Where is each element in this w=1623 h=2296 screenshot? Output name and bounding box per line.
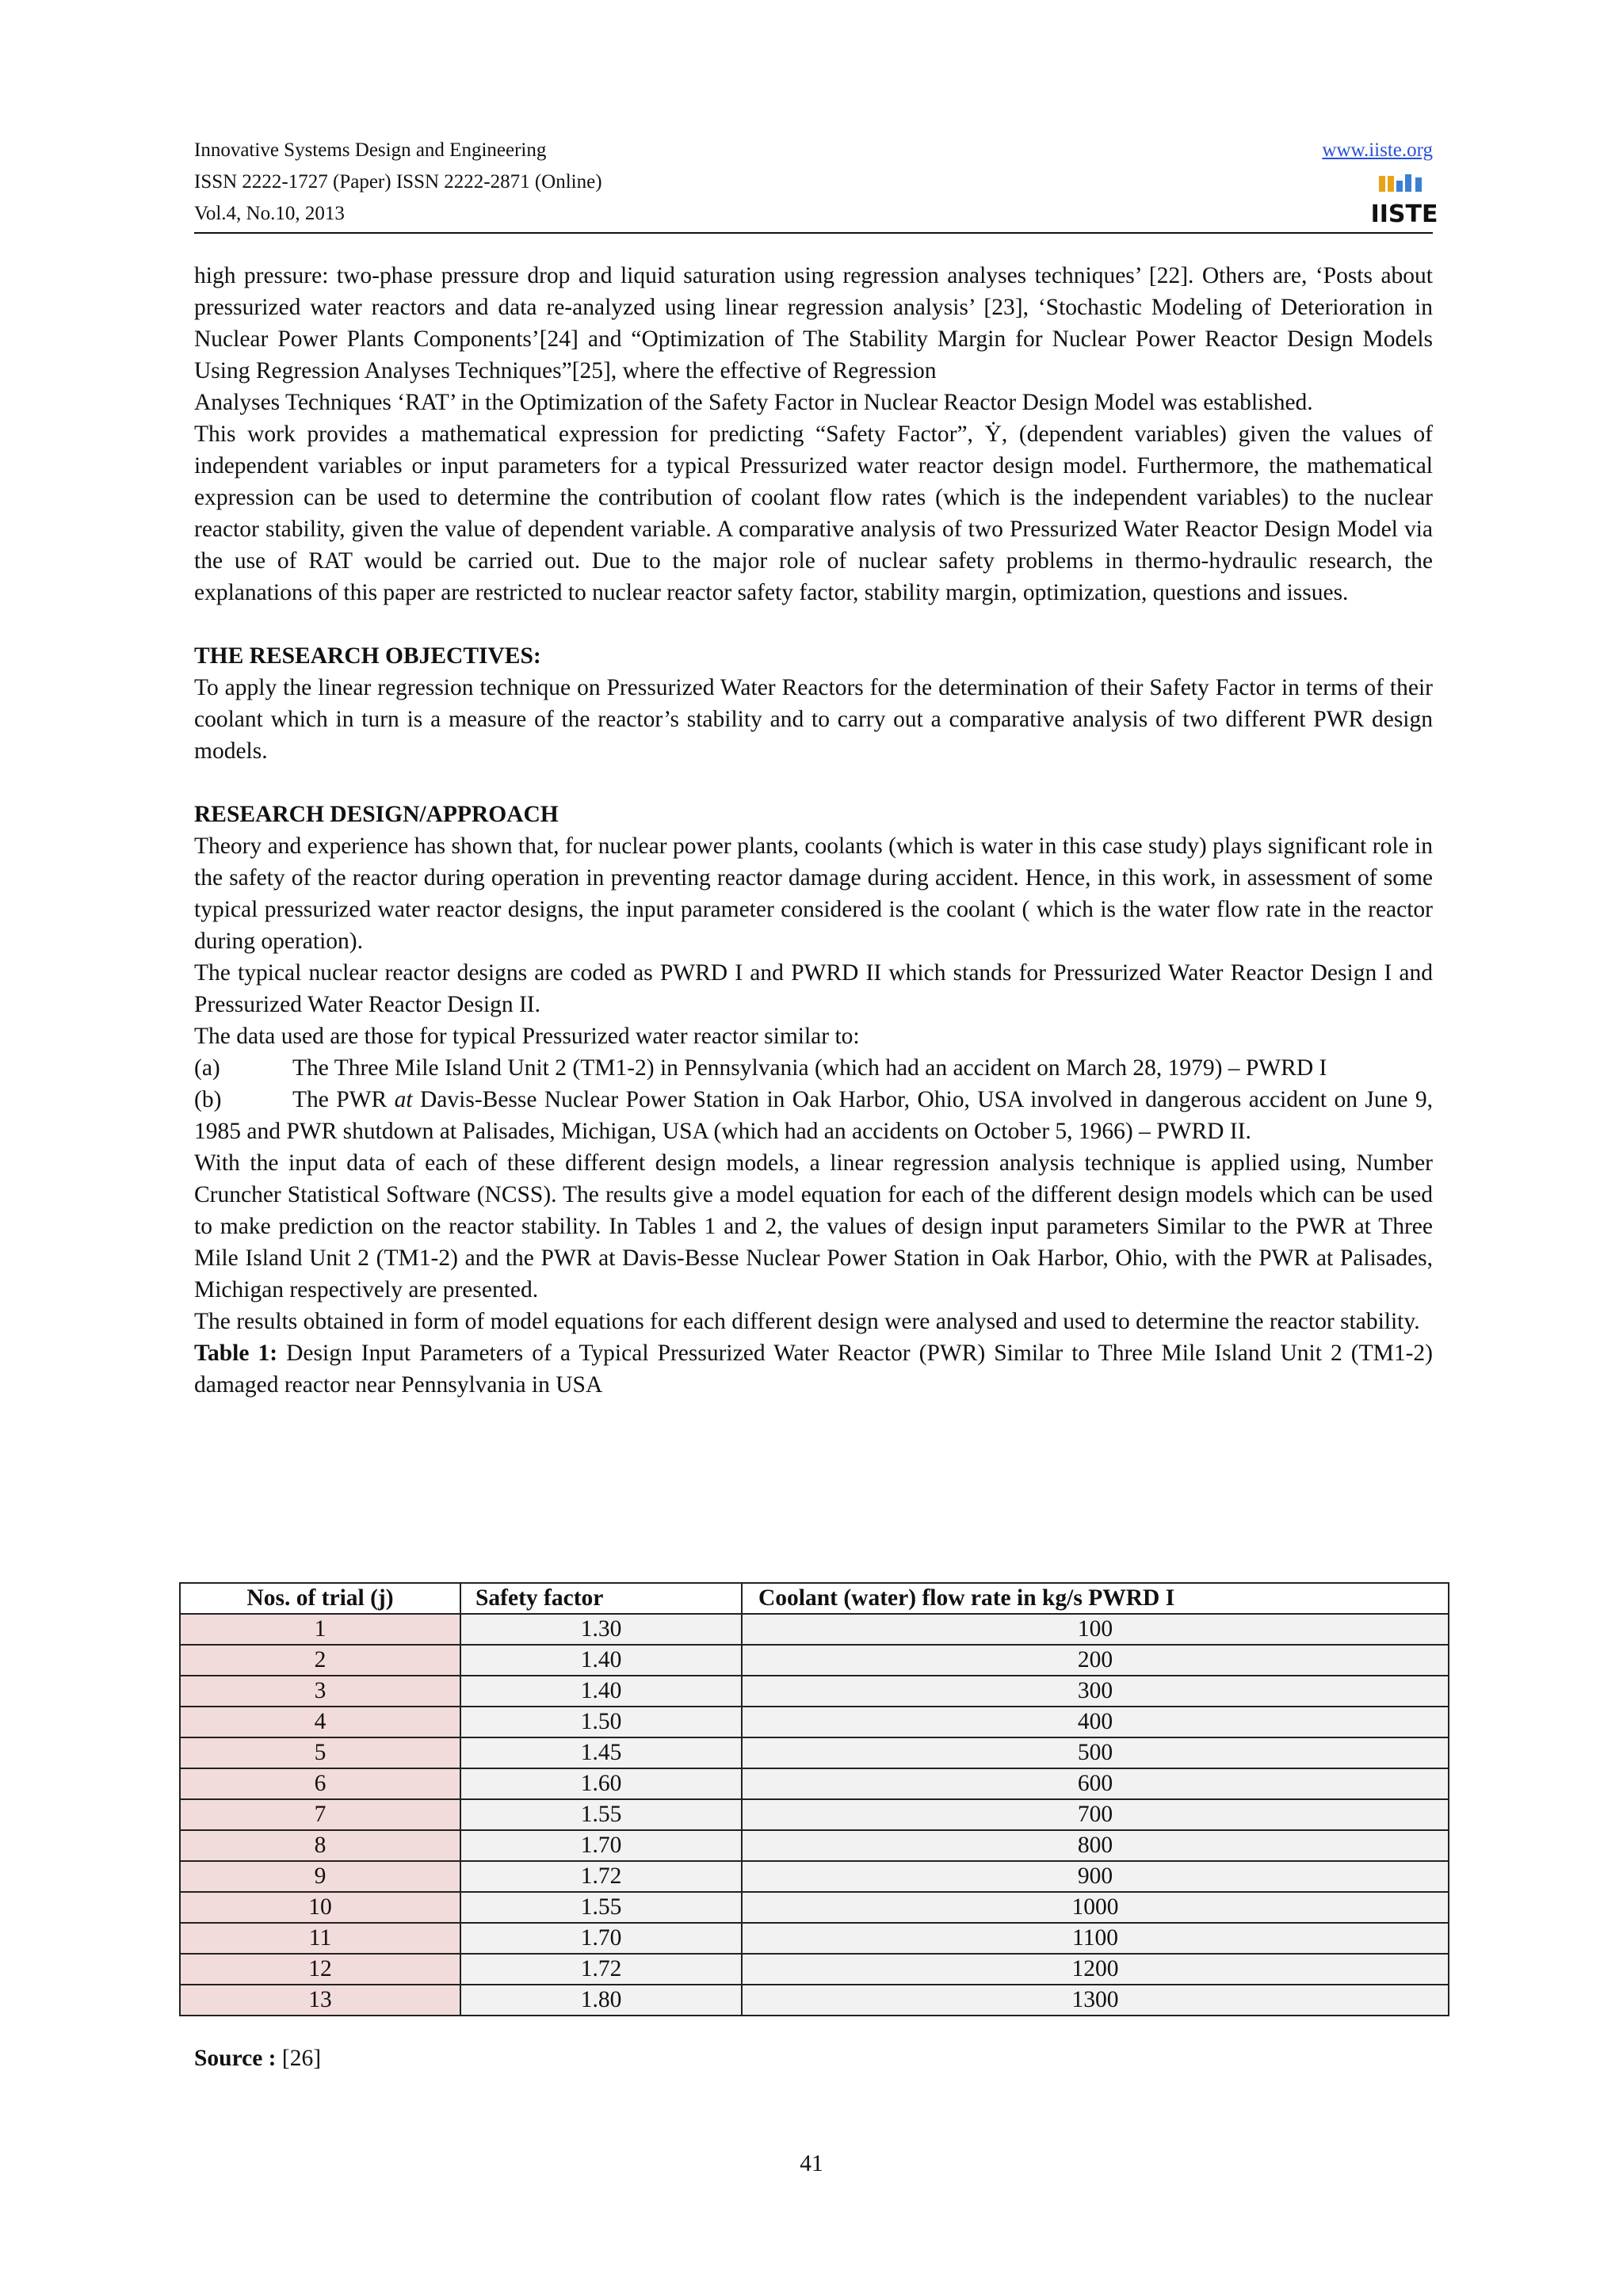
cell-safety-factor: 1.72 [460, 1861, 742, 1892]
table-row [180, 1799, 1449, 1830]
cell-safety-factor: 1.40 [460, 1676, 742, 1707]
cell-flow-rate: 600 [742, 1768, 1449, 1799]
header-trial: Nos. of trial (j) [180, 1583, 460, 1614]
cell-flow-rate: 200 [742, 1645, 1449, 1676]
cell-flow-rate: 500 [742, 1737, 1449, 1768]
list-item-b [194, 1084, 1433, 1147]
cell-flow-rate: 1000 [742, 1892, 1449, 1923]
list-text-b-pre: The PWR [292, 1087, 395, 1112]
article-body [194, 260, 1433, 1401]
iiste-logo [1370, 173, 1438, 228]
cell-trial: 9 [180, 1861, 460, 1892]
table-header-row [180, 1583, 1449, 1614]
table-caption [194, 1337, 1433, 1401]
cell-safety-factor: 1.70 [460, 1830, 742, 1861]
cell-flow-rate: 1200 [742, 1954, 1449, 1985]
cell-safety-factor: 1.40 [460, 1645, 742, 1676]
header-rule [194, 232, 1433, 234]
cell-trial: 1 [180, 1614, 460, 1645]
cell-flow-rate: 1100 [742, 1923, 1449, 1954]
list-marker-a: (a) [194, 1055, 220, 1081]
list-text-b-at: at [394, 1087, 413, 1112]
cell-trial: 13 [180, 1985, 460, 2016]
page-number: 41 [800, 2151, 823, 2176]
list-item-a [194, 1052, 1433, 1084]
cell-trial: 7 [180, 1799, 460, 1830]
heading-objectives: THE RESEARCH OBJECTIVES: [194, 643, 541, 669]
cell-safety-factor: 1.55 [460, 1799, 742, 1830]
cell-trial: 3 [180, 1676, 460, 1707]
header-coolant-flow: Coolant (water) flow rate in kg/s PWRD I [742, 1583, 1449, 1614]
table-row [180, 1985, 1449, 2016]
heading-design: RESEARCH DESIGN/APPROACH [194, 802, 559, 827]
cell-flow-rate: 700 [742, 1799, 1449, 1830]
table-row [180, 1861, 1449, 1892]
list-marker-b: (b) [194, 1087, 222, 1112]
journal-title: Innovative Systems Design and Engineering [194, 139, 547, 161]
table-source [194, 2042, 321, 2074]
data-table [179, 1582, 1449, 2016]
cell-flow-rate: 400 [742, 1707, 1449, 1737]
paragraph-objectives: To apply the linear regression technique on Pressurized Water Reactors for the determination of their Safety Factor in terms of their coolant which in turn is a measure of the reactor’s stability and to carry out a comparative analysis of two different PWR design models. [194, 675, 1433, 764]
cell-flow-rate: 300 [742, 1676, 1449, 1707]
cell-trial: 4 [180, 1707, 460, 1737]
table-row [180, 1768, 1449, 1799]
cell-safety-factor: 1.30 [460, 1614, 742, 1645]
cell-safety-factor: 1.72 [460, 1954, 742, 1985]
website-link[interactable]: www.iiste.org [1322, 139, 1433, 161]
paragraph-intro: high pressure: two-phase pressure drop and liquid saturation using regression analyses techniques’ [22]. Others are, ‘Posts about pressurized water reactors and data re-analyzed using linear regression analysis’ [23], ‘Stochastic Modeling of Deterioration in Nuclear Power Plants Components’[24] and “Optimization of The Stability Margin for Nuclear Power Reactor Design Models Using Regression Analyses Techniques”[25], where the effective of Regression [194, 263, 1433, 383]
cell-safety-factor: 1.45 [460, 1737, 742, 1768]
table-row [180, 1737, 1449, 1768]
cell-safety-factor: 1.55 [460, 1892, 742, 1923]
cell-safety-factor: 1.80 [460, 1985, 742, 2016]
page-header [194, 135, 1438, 230]
paragraph-work: This work provides a mathematical expression for predicting “Safety Factor”, Ẏ, (dependent variables) given the values of independent variables or input parameters for a typical Pressurized water reactor design model. Furthermore, the mathematical expression can be used to determine the contribution of coolant flow rates (which is the independent variables) to the nuclear reactor stability, given the value of dependent variable. A comparative analysis of two Pressurized Water Reactor Design Model via the use of RAT would be carried out. Due to the major role of nuclear safety problems in thermo-hydraulic research, the explanations of this paper are restricted to nuclear reactor safety factor, stability margin, optimization, questions and issues. [194, 421, 1433, 605]
paragraph-design-1: Theory and experience has shown that, for nuclear power plants, coolants (which is water in this case study) plays significant role in the safety of the reactor during operation in preventing reactor damage during accident. Hence, in this work, in assessment of some typical pressurized water reactor designs, the input parameter considered is the coolant ( which is the water flow rate in the reactor during operation). [194, 833, 1433, 954]
cell-flow-rate: 100 [742, 1614, 1449, 1645]
list-text-a: The Three Mile Island Unit 2 (TM1-2) in Pennsylvania (which had an accident on March 28, 1979) – PWRD I [292, 1055, 1327, 1081]
cell-trial: 6 [180, 1768, 460, 1799]
cell-trial: 2 [180, 1645, 460, 1676]
paragraph-design-4: With the input data of each of these different design models, a linear regression analysis technique is applied using, Number Cruncher Statistical Software (NCSS). The results give a model equation for each of the different design models which can be used to make prediction on the reactor stability. In Tables 1 and 2, the values of design input parameters Similar to the PWR at Three Mile Island Unit 2 (TM1-2) and the PWR at Davis-Besse Nuclear Power Station in Oak Harbor, Ohio, with the PWR at Palisades, Michigan respectively are presented. [194, 1150, 1433, 1302]
header-safety-factor: Safety factor [460, 1583, 742, 1614]
source-ref: [26] [276, 2046, 322, 2071]
volume-line: Vol.4, No.10, 2013 [194, 203, 345, 224]
table-caption-label: Table 1: [194, 1341, 278, 1366]
list-text-b-post: Davis-Besse Nuclear Power Station in Oak Harbor, Ohio, USA involved in dangerous accident on June 9, 1985 and PWR shutdown at Palisades, Michigan, USA (which had an accidents on October 5, 1966) – PWRD II. [194, 1087, 1433, 1144]
paragraph-rat: Analyses Techniques ‘RAT’ in the Optimization of the Safety Factor in Nuclear Reactor Design Model was established. [194, 390, 1313, 415]
paragraph-design-3: The data used are those for typical Pressurized water reactor similar to: [194, 1024, 860, 1049]
cell-trial: 5 [180, 1737, 460, 1768]
cell-safety-factor: 1.70 [460, 1923, 742, 1954]
table-row [180, 1830, 1449, 1861]
cell-trial: 8 [180, 1830, 460, 1861]
table-row [180, 1954, 1449, 1985]
table-row [180, 1923, 1449, 1954]
cell-safety-factor: 1.60 [460, 1768, 742, 1799]
cell-safety-factor: 1.50 [460, 1707, 742, 1737]
cell-flow-rate: 1300 [742, 1985, 1449, 2016]
table-caption-text: Design Input Parameters of a Typical Pressurized Water Reactor (PWR) Similar to Three Mile Island Unit 2 (TM1-2) damaged reactor near Pennsylvania in USA [194, 1341, 1433, 1398]
paragraph-design-5: The results obtained in form of model equations for each different design were analysed and used to determine the reactor stability. [194, 1309, 1420, 1334]
table-row [180, 1614, 1449, 1645]
cell-flow-rate: 900 [742, 1861, 1449, 1892]
table-row [180, 1707, 1449, 1737]
cell-trial: 10 [180, 1892, 460, 1923]
table-row [180, 1676, 1449, 1707]
source-label: Source : [194, 2046, 277, 2071]
issn-line: ISSN 2222-1727 (Paper) ISSN 2222-2871 (Online) [194, 171, 602, 193]
cell-trial: 11 [180, 1923, 460, 1954]
cell-flow-rate: 800 [742, 1830, 1449, 1861]
table-row [180, 1645, 1449, 1676]
svg-text:IISTE: IISTE [1370, 200, 1438, 228]
cell-trial: 12 [180, 1954, 460, 1985]
table-row [180, 1892, 1449, 1923]
paragraph-design-2: The typical nuclear reactor designs are coded as PWRD I and PWRD II which stands for Pressurized Water Reactor Design I and Pressurized Water Reactor Design II. [194, 960, 1433, 1017]
